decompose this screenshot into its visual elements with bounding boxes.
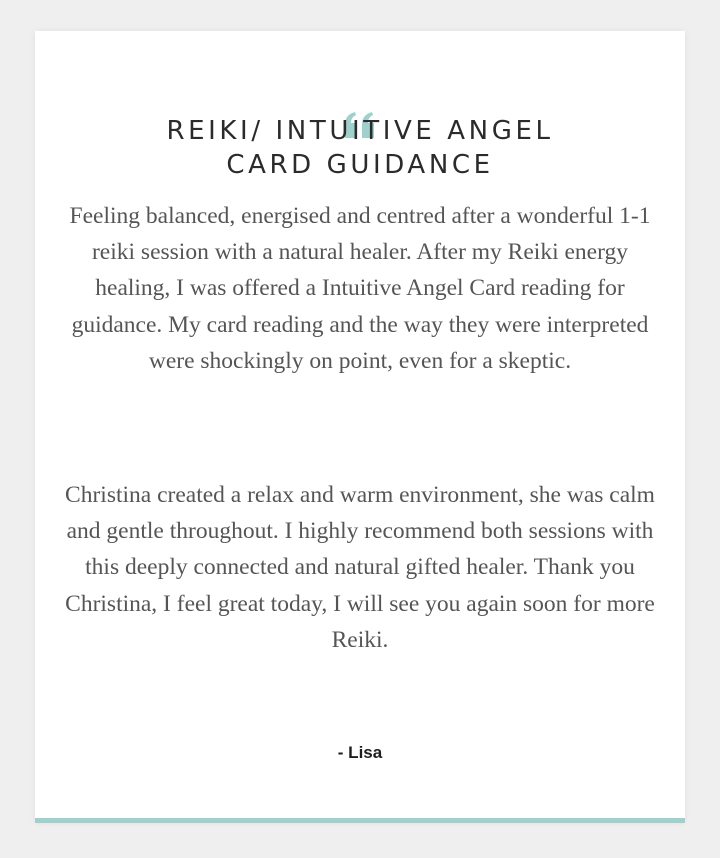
testimonial-signature: - Lisa [337,743,383,762]
testimonial-card [35,31,685,823]
testimonial-paragraph-1: Feeling balanced, energised and centred after a wonderful 1-1 reiki session with a natural healer. After my Reiki energy healing, I was offered a Intuitive Angel Card reading for guidance. My card reading and the way they were interpreted were shockingly on point, even for a skeptic. [69,203,651,374]
accent-bar [35,818,685,823]
title-line-2: CARD GUIDANCE [226,150,494,180]
title-line-1: REIKI/ INTUITIVE ANGEL [166,116,554,146]
testimonial-title [35,114,685,182]
testimonial-paragraph-2: Christina created a relax and warm environment, she was calm and gentle throughout. I highly recommend both sessions with this deeply connected and natural gifted healer. Thank you Christina, I feel great today, I will see you again soon for more Reiki. [65,482,655,653]
